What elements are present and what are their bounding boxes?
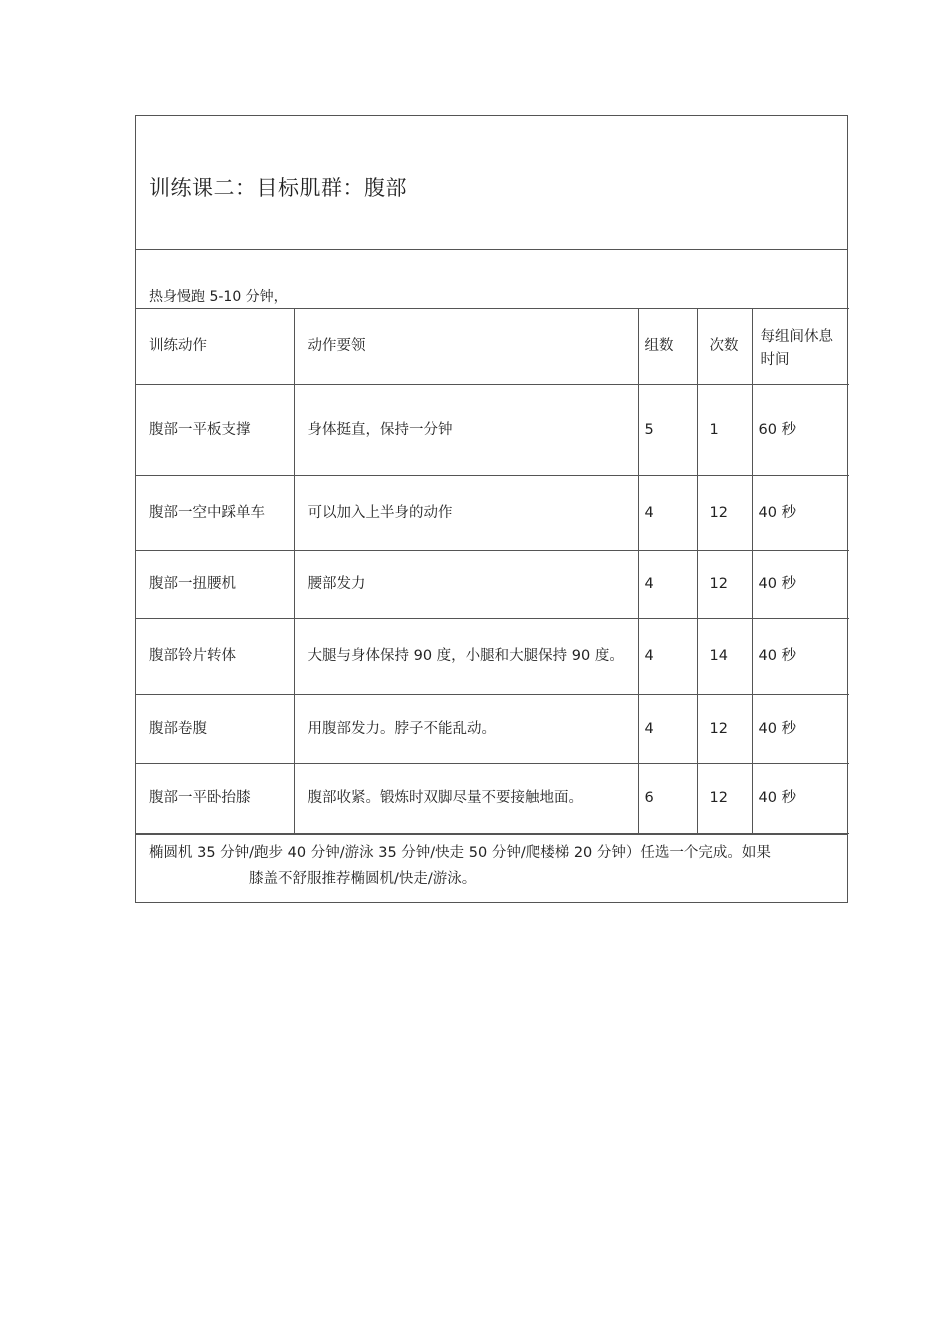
header-reps: 次数 (697, 309, 752, 385)
exercise-rest: 40 秒 (752, 476, 849, 551)
exercise-rest: 40 秒 (752, 695, 849, 764)
cardio-note (136, 834, 847, 902)
exercise-sets: 4 (638, 619, 697, 695)
exercise-name: 腹部一平板支撑 (136, 385, 294, 476)
table-header-row (136, 309, 849, 385)
table-row (136, 385, 849, 476)
document-title: 训练课二：目标肌群：腹部 (149, 176, 407, 200)
exercise-rest: 40 秒 (752, 551, 849, 619)
exercise-sets: 4 (638, 551, 697, 619)
exercise-reps: 12 (697, 764, 752, 834)
exercise-rest: 60 秒 (752, 385, 849, 476)
exercise-sets: 6 (638, 764, 697, 834)
exercise-sets: 4 (638, 695, 697, 764)
exercise-name: 腹部卷腹 (136, 695, 294, 764)
table-row (136, 551, 849, 619)
exercise-reps: 1 (697, 385, 752, 476)
exercise-sets: 5 (638, 385, 697, 476)
exercise-name: 腹部一扭腰机 (136, 551, 294, 619)
exercise-rest: 40 秒 (752, 764, 849, 834)
warmup-text: 热身慢跑 5-10 分钟， (149, 289, 288, 305)
exercise-name: 腹部一平卧抬膝 (136, 764, 294, 834)
exercise-reps: 12 (697, 551, 752, 619)
exercise-rest: 40 秒 (752, 619, 849, 695)
header-desc: 动作要领 (294, 309, 638, 385)
header-name: 训练动作 (136, 309, 294, 385)
exercise-reps: 12 (697, 695, 752, 764)
cardio-note-line2: 膝盖不舒服推荐椭圆机/快走/游泳。 (249, 871, 477, 887)
exercise-desc: 腰部发力 (294, 551, 638, 619)
exercise-reps: 14 (697, 619, 752, 695)
header-rest: 每组间休息时间 (752, 309, 849, 385)
exercise-reps: 12 (697, 476, 752, 551)
exercise-desc: 腹部收紧。锻炼时双脚尽量不要接触地面。 (294, 764, 638, 834)
exercise-desc: 用腹部发力。脖子不能乱动。 (294, 695, 638, 764)
title-section (136, 116, 847, 250)
table-row (136, 764, 849, 834)
cardio-note-line1: 椭圆机 35 分钟/跑步 40 分钟/游泳 35 分钟/快走 50 分钟/爬楼梯 20 分钟）任选一个完成。如果 (149, 845, 771, 861)
exercise-desc: 可以加入上半身的动作 (294, 476, 638, 551)
header-sets: 组数 (638, 309, 697, 385)
exercise-name: 腹部一空中踩单车 (136, 476, 294, 551)
training-document (135, 115, 848, 903)
exercise-desc: 大腿与身体保持 90 度，小腿和大腿保持 90 度。 (294, 619, 638, 695)
warmup-section (136, 250, 847, 308)
exercise-sets: 4 (638, 476, 697, 551)
table-row (136, 619, 849, 695)
exercise-name: 腹部铃片转体 (136, 619, 294, 695)
exercise-table (136, 308, 849, 834)
exercise-desc: 身体挺直，保持一分钟 (294, 385, 638, 476)
table-row (136, 476, 849, 551)
table-row (136, 695, 849, 764)
